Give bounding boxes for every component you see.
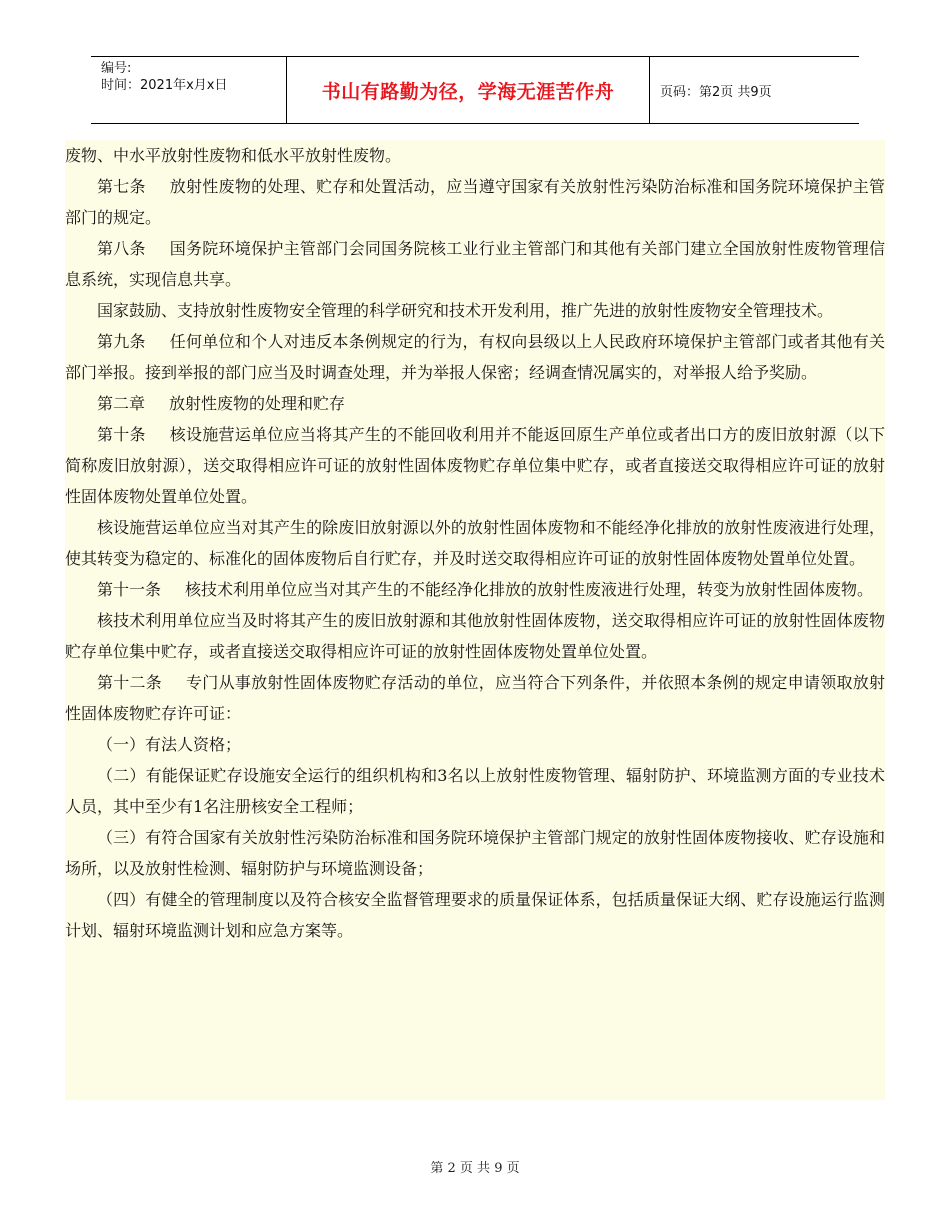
page-header xyxy=(91,56,859,124)
article-text: 专门从事放射性固体废物贮存活动的单位，应当符合下列条件，并依照本条例的规定申请领取放射性固体废物贮存许可证： xyxy=(65,673,885,723)
article-number: 第十条 xyxy=(97,425,146,444)
article-12 xyxy=(65,667,885,729)
article-10 xyxy=(65,419,885,512)
doc-number-label: 编号: xyxy=(101,61,132,76)
page-footer: 第 2 页 共 9 页 xyxy=(430,1161,520,1176)
document-body xyxy=(65,140,885,1100)
paragraph: 国家鼓励、支持放射性废物安全管理的科学研究和技术开发利用，推广先进的放射性废物安全管理技术。 xyxy=(97,301,834,320)
article-8 xyxy=(65,233,885,295)
article-number: 第八条 xyxy=(97,239,146,258)
condition-item: （三）有符合国家有关放射性污染防治标准和国务院环境保护主管部门规定的放射性固体废物接收、贮存设施和场所，以及放射性检测、辐射防护与环境监测设备； xyxy=(65,828,885,878)
condition-item: （四）有健全的管理制度以及符合核安全监督管理要求的质量保证体系，包括质量保证大纲、贮存设施运行监测计划、辐射环境监测计划和应急方案等。 xyxy=(65,890,885,940)
condition-item: （一）有法人资格； xyxy=(97,735,242,754)
article-number: 第九条 xyxy=(97,332,146,351)
article-text: 任何单位和个人对违反本条例规定的行为，有权向县级以上人民政府环境保护主管部门或者其他有关部门举报。接到举报的部门应当及时调查处理，并为举报人保密；经调查情况属实的，对举报人给予奖励。 xyxy=(65,332,885,382)
article-number: 第十一条 xyxy=(97,580,162,599)
article-number: 第七条 xyxy=(97,177,146,196)
article-text: 核设施营运单位应当将其产生的不能回收利用并不能返回原生产单位或者出口方的废旧放射源（以下简称废旧放射源），送交取得相应许可证的放射性固体废物贮存单位集中贮存，或者直接送交取得相应许可证的放射性固体废物处置单位处置。 xyxy=(65,425,885,506)
paragraph: 废物、中水平放射性废物和低水平放射性废物。 xyxy=(65,146,402,165)
doc-time: 时间：2021年x月x日 xyxy=(101,78,228,93)
paragraph: 核设施营运单位应当对其产生的除废旧放射源以外的放射性固体废物和不能经净化排放的放射性废液进行处理，使其转变为稳定的、标准化的固体废物后自行贮存，并及时送交取得相应许可证的放射性固体废物处置单位处置。 xyxy=(65,518,885,568)
chapter-title: 放射性废物的处理和贮存 xyxy=(169,394,346,413)
article-7 xyxy=(65,171,885,233)
article-number: 第十二条 xyxy=(97,673,163,692)
header-page-info: 页码：第2页 共9页 xyxy=(660,84,772,100)
paragraph: 核技术利用单位应当及时将其产生的废旧放射源和其他放射性固体废物，送交取得相应许可证的放射性固体废物贮存单位集中贮存，或者直接送交取得相应许可证的放射性固体废物处置单位处置。 xyxy=(65,611,885,661)
article-text: 核技术利用单位应当对其产生的不能经净化排放的放射性废液进行处理，转变为放射性固体废物。 xyxy=(185,580,874,599)
article-11 xyxy=(65,574,885,605)
chapter-heading xyxy=(65,388,885,419)
article-text: 国务院环境保护主管部门会同国务院核工业行业主管部门和其他有关部门建立全国放射性废物管理信息系统，实现信息共享。 xyxy=(65,239,885,289)
condition-item: （二）有能保证贮存设施安全运行的组织机构和3名以上放射性废物管理、辐射防护、环境监测方面的专业技术人员，其中至少有1名注册核安全工程师； xyxy=(65,766,885,816)
header-motto: 书山有路勤为径，学海无涯苦作舟 xyxy=(286,57,650,123)
article-9 xyxy=(65,326,885,388)
chapter-number: 第二章 xyxy=(97,394,146,413)
header-meta xyxy=(91,57,286,123)
article-text: 放射性废物的处理、贮存和处置活动，应当遵守国家有关放射性污染防治标准和国务院环境保护主管部门的规定。 xyxy=(65,177,885,227)
